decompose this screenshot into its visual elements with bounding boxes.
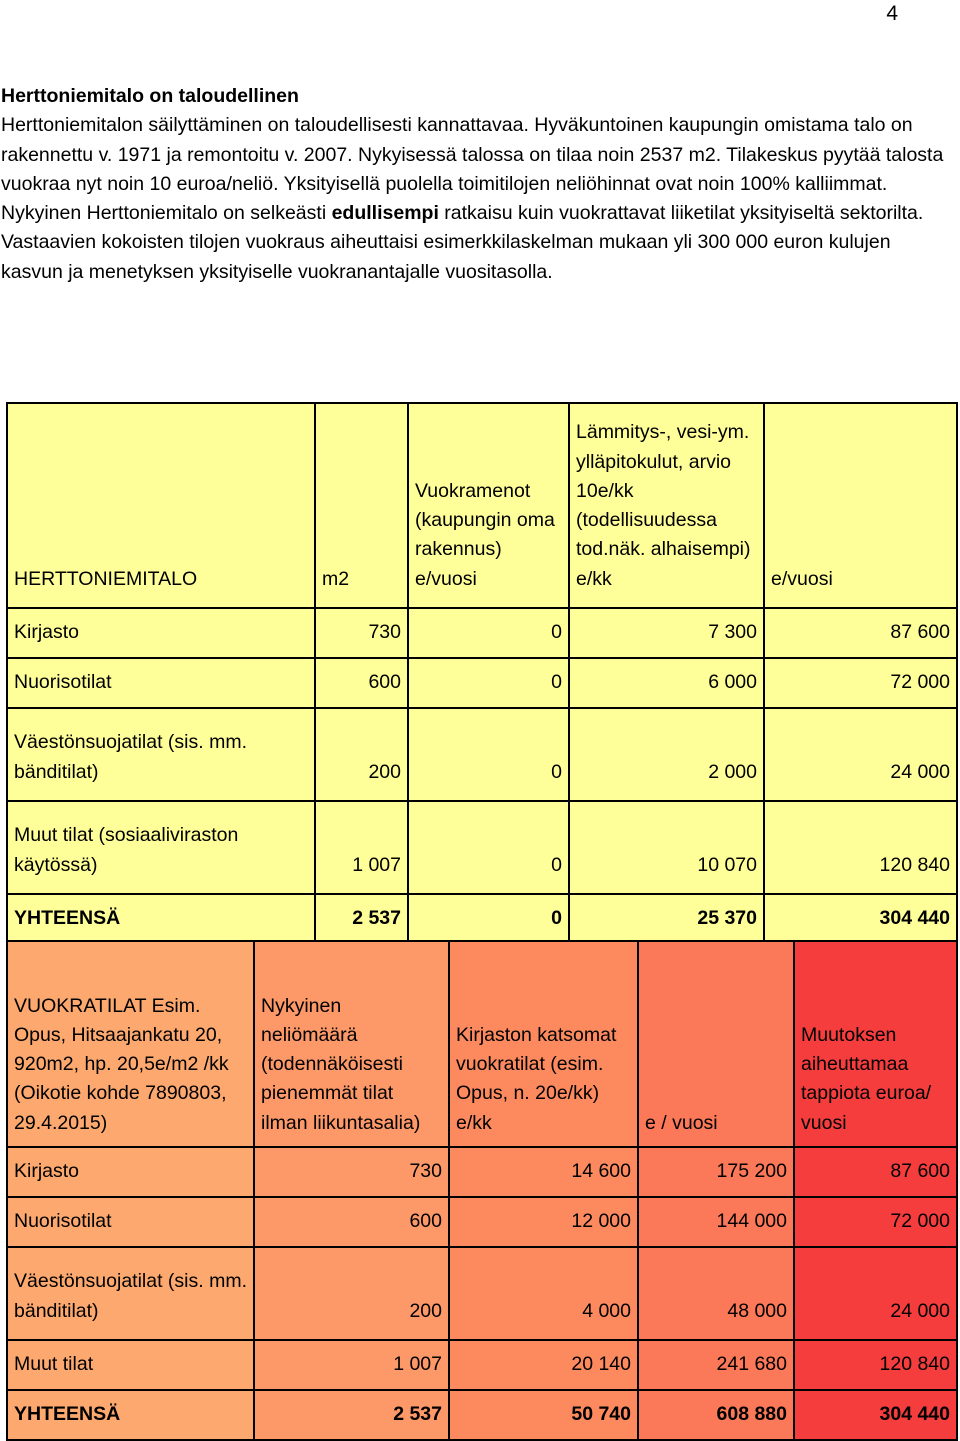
cell-loss: 24 000 — [794, 1247, 957, 1340]
header-cell: Kirjaston katsomat vuokratilat (esim. Opus, n. 20e/kk) e/kk — [449, 941, 638, 1147]
row-label: Muut tilat (sosiaaliviraston käytössä) — [7, 801, 315, 894]
cell-rent-month: 12 000 — [449, 1197, 638, 1247]
cell-rent-month: 4 000 — [449, 1247, 638, 1340]
paragraph-text-1: Herttoniemitalon säilyttäminen on taloudellisesti kannattavaa. Hyväkuntoinen kaupungin omistama talo on rakennettu v. 1971 ja remontoitu v. 2007. Nykyisessä talossa on tilaa noin 2537 m2. Tilakeskus pyytää talosta vuokraa nyt noin 10 euroa/neliö. Yksityisellä puolella toimitilojen neliöhinnat ovat noin 100% kalliimmat. Nykyinen Herttoniemitalo on selkeästi — [1, 114, 944, 225]
section-heading: Herttoniemitalo on taloudellinen — [1, 85, 299, 107]
header-cell: e/vuosi — [764, 403, 957, 608]
intro-paragraph — [1, 111, 951, 287]
cell-rent-month: 20 140 — [449, 1340, 638, 1390]
table-total-row — [7, 1390, 957, 1440]
table-row — [7, 1247, 957, 1340]
cell-m2: 1 007 — [254, 1340, 449, 1390]
cell-loss: 120 840 — [794, 1340, 957, 1390]
cell-m2: 600 — [254, 1197, 449, 1247]
cell-rent: 0 — [408, 894, 569, 944]
cell-upkeep-year: 72 000 — [764, 658, 957, 708]
cell-rent: 0 — [408, 708, 569, 801]
cell-upkeep-year: 120 840 — [764, 801, 957, 894]
row-label: Nuorisotilat — [7, 658, 315, 708]
cell-upkeep-year: 304 440 — [764, 894, 957, 944]
header-cell: HERTTONIEMITALO — [7, 403, 315, 608]
rental-comparison-table — [6, 940, 958, 1441]
cell-rent: 0 — [408, 801, 569, 894]
row-label: Nuorisotilat — [7, 1197, 254, 1247]
table-row — [7, 658, 957, 708]
cell-rent-month: 50 740 — [449, 1390, 638, 1440]
cell-upkeep-year: 87 600 — [764, 608, 957, 658]
cell-upkeep-month: 25 370 — [569, 894, 764, 944]
header-cell: e / vuosi — [638, 941, 794, 1147]
table-total-row — [7, 894, 957, 944]
cell-m2: 200 — [315, 708, 408, 801]
row-label: Muut tilat — [7, 1340, 254, 1390]
cell-m2: 200 — [254, 1247, 449, 1340]
paragraph-text-2: ratkaisu kuin vuokrattavat liiketilat yksityiseltä sektorilta. Vastaavien kokoisten tilojen vuokraus aiheuttaisi esimerkkilaskelman mukaan yli 300 000 euron kulujen kasvun ja menetyksen yksityiselle vuokranantajalle vuositasolla. — [1, 202, 924, 283]
cell-m2: 730 — [254, 1147, 449, 1197]
header-cell: Muutoksen aiheuttamaa tappiota euroa/ vuosi — [794, 941, 957, 1147]
herttoniemitalo-cost-table — [6, 402, 958, 945]
cell-rent: 0 — [408, 608, 569, 658]
page-number: 4 — [886, 2, 898, 25]
row-label: YHTEENSÄ — [7, 1390, 254, 1440]
row-label: Kirjasto — [7, 608, 315, 658]
table-row — [7, 1147, 957, 1197]
cell-m2: 600 — [315, 658, 408, 708]
header-cell: Nykyinen neliömäärä (todennäköisesti pienemmät tilat ilman liikuntasalia) — [254, 941, 449, 1147]
cell-rent-year: 144 000 — [638, 1197, 794, 1247]
cell-upkeep-month: 6 000 — [569, 658, 764, 708]
cell-upkeep-month: 10 070 — [569, 801, 764, 894]
row-label: Kirjasto — [7, 1147, 254, 1197]
table-row — [7, 1197, 957, 1247]
cell-rent-year: 48 000 — [638, 1247, 794, 1340]
table-row — [7, 1340, 957, 1390]
cell-rent-month: 14 600 — [449, 1147, 638, 1197]
row-label: Väestönsuojatilat (sis. mm. bänditilat) — [7, 708, 315, 801]
row-label: Väestönsuojatilat (sis. mm. bänditilat) — [7, 1247, 254, 1340]
cell-loss: 87 600 — [794, 1147, 957, 1197]
header-cell: Lämmitys-, vesi-ym. ylläpitokulut, arvio 10e/kk (todellisuudessa tod.näk. alhaisempi) e/kk — [569, 403, 764, 608]
cell-m2: 730 — [315, 608, 408, 658]
table-header-row — [7, 403, 957, 608]
cell-rent: 0 — [408, 658, 569, 708]
cell-rent-year: 608 880 — [638, 1390, 794, 1440]
cell-m2: 2 537 — [315, 894, 408, 944]
cell-upkeep-month: 7 300 — [569, 608, 764, 658]
header-cell: VUOKRATILAT Esim. Opus, Hitsaajankatu 20, 920m2, hp. 20,5e/m2 /kk (Oikotie kohde 7890803, 29.4.2015) — [7, 941, 254, 1147]
header-cell: m2 — [315, 403, 408, 608]
paragraph-bold-word: edullisempi — [331, 202, 439, 225]
intro-section — [1, 82, 951, 287]
cell-loss: 72 000 — [794, 1197, 957, 1247]
cell-upkeep-year: 24 000 — [764, 708, 957, 801]
table-row — [7, 708, 957, 801]
cell-upkeep-month: 2 000 — [569, 708, 764, 801]
table-header-row — [7, 941, 957, 1147]
cell-rent-year: 175 200 — [638, 1147, 794, 1197]
cell-loss: 304 440 — [794, 1390, 957, 1440]
header-cell: Vuokramenot (kaupungin oma rakennus) e/vuosi — [408, 403, 569, 608]
row-label: YHTEENSÄ — [7, 894, 315, 944]
table-row — [7, 608, 957, 658]
cell-rent-year: 241 680 — [638, 1340, 794, 1390]
table-row — [7, 801, 957, 894]
cell-m2: 2 537 — [254, 1390, 449, 1440]
cell-m2: 1 007 — [315, 801, 408, 894]
